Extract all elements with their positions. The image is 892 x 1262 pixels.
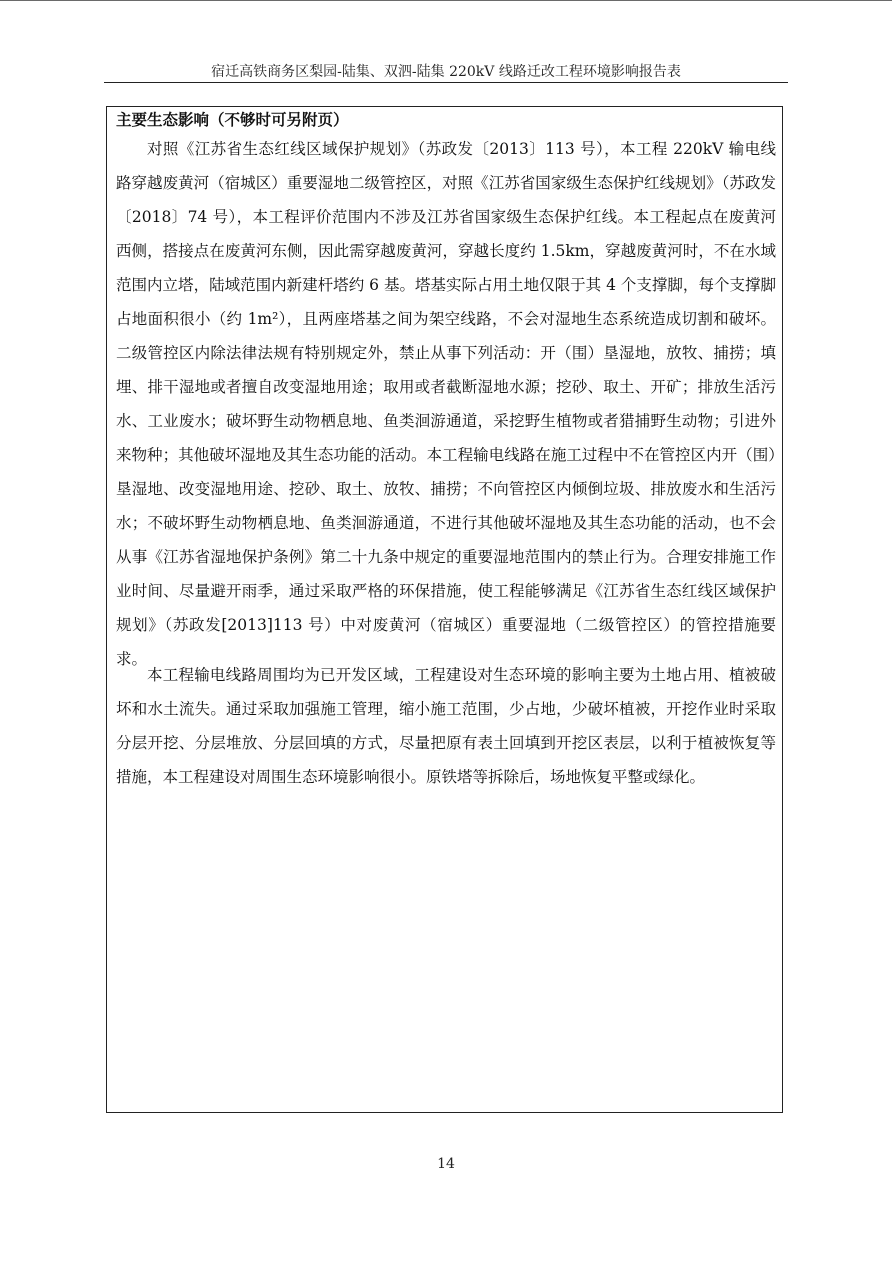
paragraph-construction-impact: 本工程输电线路周围均为已开发区域，工程建设对生态环境的影响主要为土地占用、植被破坏和水土流失。通过采取加强施工管理，缩小施工范围，少占地，少破坏植被，开挖作业时采取分层开挖、分层堆放、分层回填的方式，尽量把原有表土回填到开挖区表层，以利于植被恢复等措施，本工程建设对周围生态环境影响很小。原铁塔等拆除后，场地恢复平整或绿化。 <box>116 666 776 786</box>
page-number: 14 <box>437 1156 455 1172</box>
page-top-edge <box>0 0 892 1</box>
paragraph-ecological-redline: 对照《江苏省生态红线区域保护规划》（苏政发〔2013〕113 号），本工程 220kV 输电线路穿越废黄河（宿城区）重要湿地二级管控区，对照《江苏省国家级生态保护红线规划》（苏政发〔2018〕74 号），本工程评价范围内不涉及江苏省国家级生态保护红线。本工程起点在废黄河西侧，搭接点在废黄河东侧，因此需穿越废黄河，穿越长度约 1.5km，穿越废黄河时，不在水域范围内立塔，陆域范围内新建杆塔约 6 基。塔基实际占用土地仅限于其 4 个支撑脚，每个支撑脚占地面积很小（约 1m²），且两座塔基之间为架空线路，不会对湿地生态系统造成切割和破坏。二级管控区内除法律法规有特别规定外，禁止从事下列活动：开（围）垦湿地，放牧、捕捞；填埋、排干湿地或者擅自改变湿地用途；取用或者截断湿地水源；挖砂、取土、开矿；排放生活污水、工业废水；破坏野生动物栖息地、鱼类洄游通道，采挖野生植物或者猎捕野生动物；引进外来物种；其他破坏湿地及其生态功能的活动。本工程输电线路在施工过程中不在管控区内开（围）垦湿地、改变湿地用途、挖砂、取土、放牧、捕捞；不向管控区内倾倒垃圾、排放废水和生活污水；不破坏野生动物栖息地、鱼类洄游通道，不进行其他破坏湿地及其生态功能的活动，也不会从事《江苏省湿地保护条例》第二十九条中规定的重要湿地范围内的禁止行为。合理安排施工作业时间、尽量避开雨季，通过采取严格的环保措施，使工程能够满足《江苏省生态红线区域保护规划》（苏政发[2013]113 号）中对废黄河（宿城区）重要湿地（二级管控区）的管控措施要求。 <box>116 140 776 668</box>
ecological-impact-table-cell <box>106 106 783 1113</box>
section-heading: 主要生态影响（不够时可另附页） <box>116 110 349 129</box>
report-header-title: 宿迁高铁商务区梨园-陆集、双泗-陆集 220kV 线路迁改工程环境影响报告表 <box>211 64 681 80</box>
header-divider <box>104 82 788 83</box>
